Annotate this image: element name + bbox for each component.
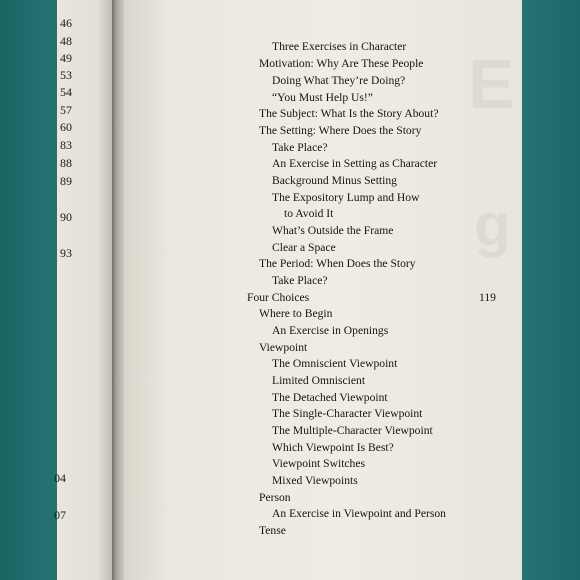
toc-entry: Tense (259, 524, 286, 537)
right-page (124, 0, 522, 580)
left-page-number: 83 (60, 138, 72, 152)
toc-entry: “You Must Help Us!” (272, 91, 373, 104)
background-frame-right (522, 0, 580, 580)
left-page-number: 48 (60, 34, 72, 48)
toc-entry: Where to Begin (259, 307, 333, 320)
toc-entry: Take Place? (272, 141, 328, 154)
toc-entry: An Exercise in Viewpoint and Person (272, 507, 446, 520)
left-page-number: 04 (54, 471, 66, 485)
toc-entry: Viewpoint (259, 341, 308, 354)
toc-entry: The Multiple-Character Viewpoint (272, 424, 433, 437)
toc-entry: The Detached Viewpoint (272, 391, 388, 404)
toc-entry: Viewpoint Switches (272, 457, 366, 470)
left-page-number: 88 (60, 156, 72, 170)
toc-entry: The Expository Lump and How (272, 191, 420, 204)
toc-entry: Motivation: Why Are These People (259, 57, 424, 70)
left-page-number: 54 (60, 85, 72, 99)
toc-entry: Mixed Viewpoints (272, 474, 358, 487)
toc-entry: The Setting: Where Does the Story (259, 124, 422, 137)
toc-entry: The Subject: What Is the Story About? (259, 107, 439, 120)
toc-chapter-title: Four Choices (247, 291, 310, 304)
toc-entry: An Exercise in Openings (272, 324, 389, 337)
toc-entry: Limited Omniscient (272, 374, 366, 387)
left-page-number: 90 (60, 210, 72, 224)
left-page-number: 60 (60, 120, 72, 134)
toc-entry: Take Place? (272, 274, 328, 287)
left-page-number: 53 (60, 68, 72, 82)
toc-entry: to Avoid It (284, 207, 334, 220)
toc-entry: Doing What They’re Doing? (272, 74, 406, 87)
left-page-number: 49 (60, 51, 72, 65)
bleed-through-shape: E (468, 45, 515, 123)
toc-entry: The Period: When Does the Story (259, 257, 416, 270)
left-page-number: 07 (54, 508, 66, 522)
left-page (54, 0, 115, 580)
toc-entry: Three Exercises in Character (272, 40, 407, 53)
toc-entry: Which Viewpoint Is Best? (272, 441, 394, 454)
toc-entry: What’s Outside the Frame (272, 224, 394, 237)
toc-entry: The Omniscient Viewpoint (272, 357, 398, 370)
toc-entry: Person (259, 491, 291, 504)
toc-entry: An Exercise in Setting as Character (272, 157, 438, 170)
toc-page-number: 119 (479, 291, 496, 304)
toc-entry: The Single-Character Viewpoint (272, 407, 423, 420)
left-page-number: 46 (60, 16, 72, 30)
toc-entry: Background Minus Setting (272, 174, 397, 187)
left-page-number: 57 (60, 103, 72, 117)
bleed-through-shape: g (474, 191, 511, 258)
toc-entry: Clear a Space (272, 241, 336, 254)
left-page-number: 89 (60, 174, 72, 188)
left-page-number: 93 (60, 246, 72, 260)
background-frame-left (0, 0, 57, 580)
